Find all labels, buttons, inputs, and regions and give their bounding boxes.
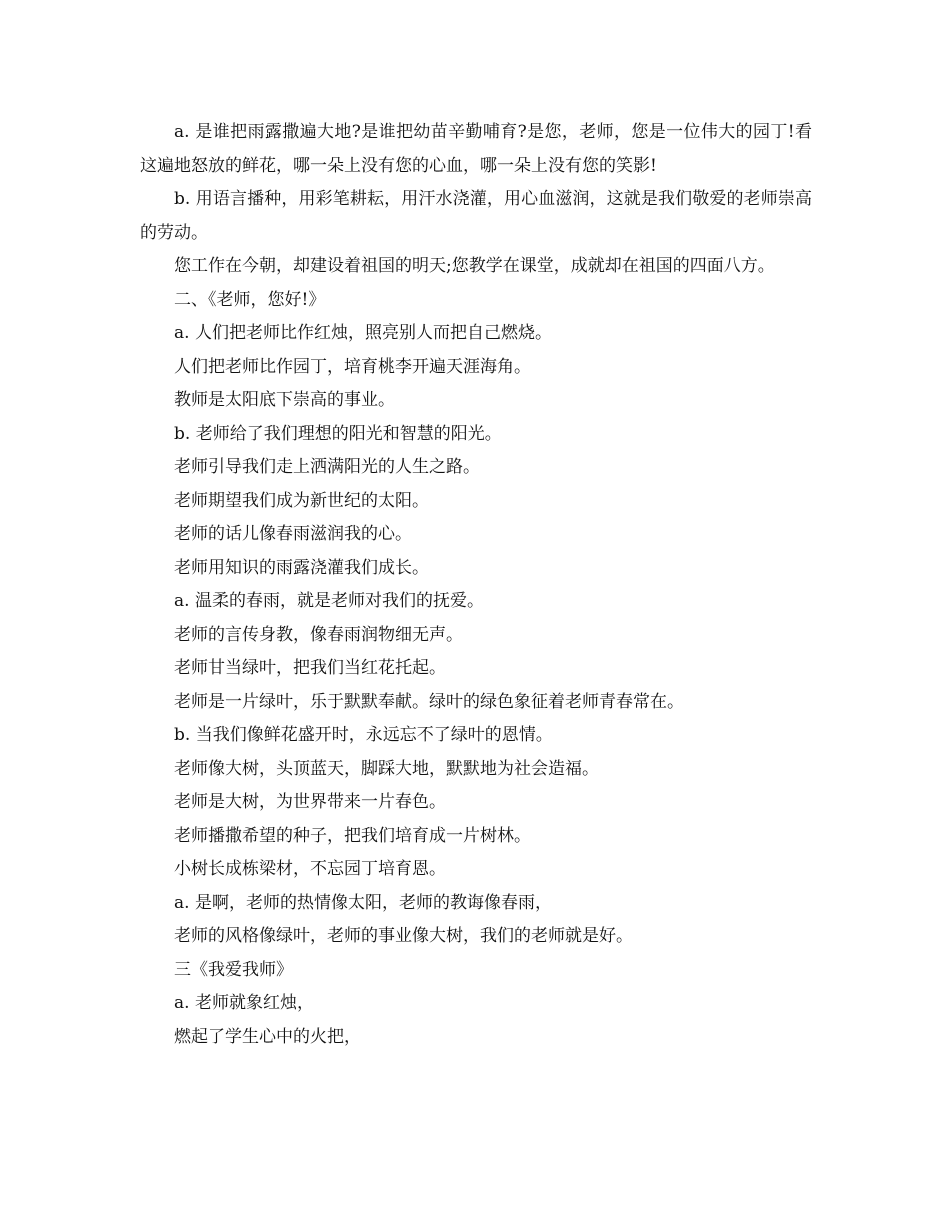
paragraph: 老师引导我们走上洒满阳光的人生之路。 <box>174 457 480 477</box>
paragraph: a. 是谁把雨露撒遍大地?是谁把幼苗辛勤哺育?是您，老师，您是一位伟大的园丁!看这遍地怒放的鲜花，哪一朵上没有您的心血，哪一朵上没有您的笑影! <box>140 122 812 176</box>
paragraph: 燃起了学生心中的火把， <box>174 1026 361 1047</box>
paragraph: a. 是啊，老师的热情像太阳，老师的教诲像春雨， <box>174 892 552 913</box>
paragraph: b. 用语言播种，用彩笔耕耘，用汗水浇灌，用心血滋润，这就是我们敬爱的老师崇高的劳动。 <box>140 189 812 243</box>
paragraph: 老师是一片绿叶，乐于默默奉献。绿叶的绿色象征着老师青春常在。 <box>174 691 684 712</box>
paragraph: a. 温柔的春雨，就是老师对我们的抚爱。 <box>174 591 484 611</box>
paragraph: 人们把老师比作园丁，培育桃李开遍天涯海角。 <box>174 356 531 377</box>
paragraph: 您工作在今朝，却建设着祖国的明天;您教学在课堂，成就却在祖国的四面八方。 <box>174 256 775 276</box>
paragraph: 小树长成栋梁材，不忘园丁培育恩。 <box>174 859 446 879</box>
paragraph: b. 老师给了我们理想的阳光和智慧的阳光。 <box>174 423 502 444</box>
paragraph: 老师是大树，为世界带来一片春色。 <box>174 792 446 812</box>
paragraph: 老师播撒希望的种子，把我们培育成一片树林。 <box>174 825 531 846</box>
section-heading: 二、《老师，您好!》 <box>174 289 326 310</box>
paragraph: a. 人们把老师比作红烛，照亮别人而把自己燃烧。 <box>174 323 552 343</box>
paragraph: a. 老师就象红烛， <box>174 993 314 1013</box>
paragraph: 老师像大树，头顶蓝天，脚踩大地，默默地为社会造福。 <box>174 758 599 779</box>
document-body <box>140 116 812 1054</box>
paragraph: b. 当我们像鲜花盛开时，永远忘不了绿叶的恩情。 <box>174 725 553 745</box>
paragraph: 教师是太阳底下崇高的事业。 <box>174 390 395 410</box>
paragraph: 老师的言传身教，像春雨润物细无声。 <box>174 624 463 645</box>
paragraph: 老师的话儿像春雨滋润我的心。 <box>174 524 412 544</box>
paragraph: 老师的风格像绿叶，老师的事业像大树，我们的老师就是好。 <box>174 926 633 946</box>
section-heading: 三《我爱我师》 <box>174 959 293 980</box>
paragraph: 老师用知识的雨露浇灌我们成长。 <box>174 557 429 578</box>
paragraph: 老师甘当绿叶，把我们当红花托起。 <box>174 658 446 678</box>
paragraph: 老师期望我们成为新世纪的太阳。 <box>174 490 429 511</box>
